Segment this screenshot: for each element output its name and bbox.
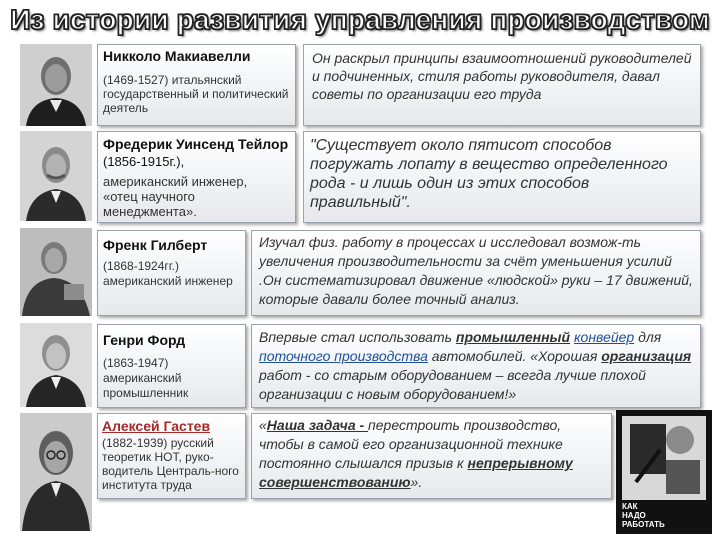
ford-portrait <box>20 323 92 407</box>
taylor-name <box>103 136 291 170</box>
taylor-name-text: Фредерик Уинсенд Тейлор <box>103 136 289 152</box>
gastev-quote-p5: ». <box>410 474 423 490</box>
poster-line-3: РАБОТАТЬ <box>622 520 665 529</box>
machiavelli-name: Никколо Макиавелли <box>103 48 251 64</box>
poster-line-2: НАДО <box>622 511 646 520</box>
ford-bio: (1863-1947) американский промышленник <box>103 356 189 400</box>
gilbreth-quote: Изучал физ. работу в процессах и исследовал возмож-ть увеличения производительности за счёт уменьшения усилий .Он систематизировал движение «людской» руки – 17 движений, которые давали более точный анализ. <box>259 234 693 307</box>
gastev-quote <box>259 416 607 492</box>
ford-quote-p5: для <box>634 329 662 345</box>
taylor-quote: "Существует около пятисот способов погружать лопату в вещество определенного рода - и лишь один из этих способов правильный". <box>310 137 668 211</box>
gastev-quote-our-task: Наша задача - <box>266 417 369 433</box>
gastev-quote-continuous-improvement: непрерывному совершенствованию <box>259 455 573 490</box>
gastev-bio: (1882-1939) русский теоретик НОТ, руко-водитель Централь-ного института труда <box>102 436 239 492</box>
taylor-bio: американский инженер, «отец научного менеджмента». <box>103 174 248 219</box>
gilbreth-bio: (1868-1924гг.) американский инженер <box>103 259 233 288</box>
poster-line-1: КАК <box>622 502 638 511</box>
machiavelli-quote: Он раскрыл принципы взаимоотношений руководителей и подчиненных, стиля работы руководителя, давал советы по организации его труда <box>312 50 692 102</box>
machiavelli-bio: (1469-1527) итальянский государственный и политический деятель <box>103 73 289 115</box>
taylor-bio-dates: (1856-1915г.), <box>103 154 185 169</box>
gastev-quote-p1: « <box>259 417 267 433</box>
taylor-portrait <box>20 131 92 221</box>
ford-quote-organization: организация <box>601 348 692 364</box>
gastev-portrait <box>20 413 92 531</box>
ford-quote-industrial: промышленный <box>455 329 571 345</box>
gastev-quote-p3: перестроить производство, чтобы в самой его организационной технике постоянно слышался призыв к <box>259 417 563 471</box>
ford-name: Генри Форд <box>103 332 186 348</box>
ford-quote-p1: Впервые стал использовать <box>259 329 456 345</box>
gastev-name: Алексей Гастев <box>102 418 211 434</box>
machiavelli-portrait <box>20 44 92 126</box>
ford-quote <box>259 328 695 404</box>
ford-quote-conveyor-link[interactable]: конвейер <box>573 329 635 345</box>
how-to-work-poster <box>616 410 712 534</box>
page-title: Из истории развития управления производством <box>10 4 710 35</box>
ford-quote-flow-production-link[interactable]: поточного производства <box>259 348 428 364</box>
gilbreth-portrait <box>20 228 92 316</box>
gilbreth-name: Френк Гилберт <box>103 237 208 253</box>
ford-quote-p7: автомобилей. «Хорошая <box>427 348 602 364</box>
ford-quote-p9: работ - со старым оборудованием – всегда лучше плохой организации с новым оборудованием!» <box>259 367 646 402</box>
